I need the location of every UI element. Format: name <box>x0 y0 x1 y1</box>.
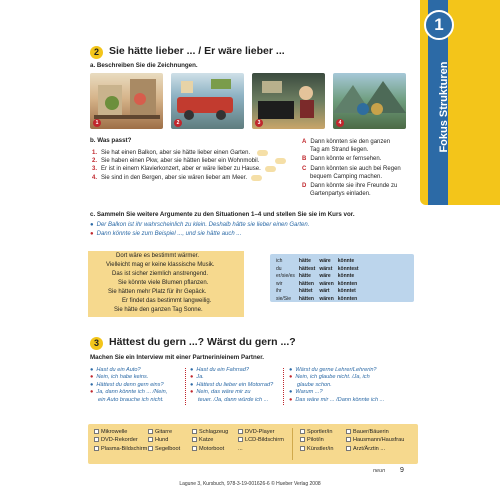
answer-box-3[interactable] <box>265 166 276 172</box>
option-text: Dann könnten sie den ganzen <box>310 139 391 145</box>
vocab-item <box>192 445 228 453</box>
table-cell: könntest <box>337 265 359 272</box>
section-2-number: 2 <box>90 46 103 59</box>
vocab-text: DVD-Rekorder <box>101 437 138 444</box>
dialog-text: Hättest du lieber ein Motorrad? <box>196 381 274 388</box>
sentence-text: Sie haben einen Pkw, aber sie hätten lieber ein Wohnmobil. <box>101 158 260 165</box>
dialog-line <box>289 397 409 404</box>
dialog-divider <box>185 368 186 405</box>
section-2-title: Sie hätte lieber ... / Er wäre lieber ... <box>109 45 285 57</box>
checkbox-icon <box>148 446 153 451</box>
checkbox-icon <box>300 429 305 434</box>
checkbox-icon <box>238 429 243 434</box>
table-row <box>276 266 363 274</box>
c-example-text: Der Balkon ist ihr wahrscheinlich zu klein. Deshalb hätte sie lieber einen Garten. <box>96 222 310 228</box>
vocab-item <box>346 428 404 436</box>
vocab-text: Hausmann/Hausfrau <box>353 437 405 444</box>
dialog-divider <box>283 368 284 405</box>
option-item <box>302 165 422 181</box>
table-row <box>276 281 363 289</box>
vocab-text: LCD-Bildschirm <box>245 437 284 444</box>
option-text: Gartenpartys einladen. <box>310 191 371 198</box>
vocab-divider <box>292 428 293 460</box>
section-3-title: Hättest du gern ...? Wärst du gern ...? <box>109 336 296 348</box>
option-item <box>302 138 422 154</box>
checkbox-icon <box>94 446 99 451</box>
vocab-text: Plasma-Bildschirm <box>101 445 148 452</box>
table-cell: ihr <box>276 288 282 294</box>
note-line: Sie hätten mehr Platz für ihr Gepäck. <box>108 289 207 295</box>
dialog-text: Wärst du gerne Lehrer/Lehrerin? <box>295 367 377 373</box>
dialog-column-3 <box>289 367 409 404</box>
vocab-text: DVD-Player <box>245 429 275 435</box>
dialog-text: Nein, ich habe keins. <box>96 374 149 381</box>
dialog-text: Hast du ein Auto? <box>96 367 141 373</box>
vocab-text: ... <box>238 445 243 452</box>
copyright-footer: Lagune 3, Kursbuch, 978-3-19-001626-6 © Hueber Verlag 2008 <box>179 481 321 487</box>
sentence-item <box>92 165 292 173</box>
answer-box-1[interactable] <box>257 150 268 156</box>
task-c-label: c. Sammeln Sie weitere Argumente zu den Situationen 1–4 und stellen Sie sie im Kurs vor. <box>90 211 355 218</box>
table-cell: wäre <box>319 258 331 264</box>
red-bullet-icon: ● <box>90 231 94 237</box>
vocab-item <box>94 428 147 436</box>
chapter-label: Fokus Strukturen <box>438 61 450 153</box>
sentence-item <box>92 157 292 165</box>
vocab-column <box>94 428 147 453</box>
checkbox-icon <box>148 429 153 434</box>
blue-bullet-icon: ● <box>289 367 293 373</box>
vocab-item <box>300 436 333 444</box>
sentence-number: 1. <box>92 150 98 156</box>
option-letter: C <box>302 165 307 172</box>
checkbox-icon <box>300 446 305 451</box>
table-cell: du <box>276 265 282 272</box>
dialog-line <box>289 389 409 396</box>
vocab-text: Segelboot <box>155 445 181 452</box>
dialog-text: Ja. <box>196 374 204 381</box>
option-letter: A <box>302 139 307 145</box>
vocab-column <box>300 428 333 453</box>
vocab-item <box>238 445 284 453</box>
illustration-label-3: 3 <box>255 119 263 127</box>
checkbox-icon <box>94 437 99 442</box>
vocab-item <box>148 445 180 453</box>
page-number: 9 <box>400 467 404 474</box>
vocab-column <box>192 428 228 453</box>
table-row <box>276 288 363 296</box>
blue-bullet-icon: ● <box>90 381 94 388</box>
note-line: Er findet das bestimmt langweilig. <box>122 298 212 304</box>
vocab-item <box>192 428 228 436</box>
table-cell: er/sie/es <box>276 273 295 279</box>
vocab-item <box>148 436 180 444</box>
dialog-line <box>289 367 409 374</box>
red-bullet-icon: ● <box>289 374 293 381</box>
dialog-text: Das wäre mir ... /Dann könnte ich ... <box>295 396 385 403</box>
illustration-concert <box>252 73 325 129</box>
vocab-column <box>148 428 180 453</box>
vocab-text: Mikrowelle <box>101 429 128 435</box>
illustration-label-4: 4 <box>336 119 344 127</box>
dialog-text: ein Auto brauche ich nicht. <box>98 396 164 403</box>
vocabulary-box <box>88 424 418 464</box>
table-cell: könnte <box>337 258 355 264</box>
note-line: Dort wäre es bestimmt wärmer. <box>116 253 200 259</box>
dialog-line <box>289 374 409 381</box>
sentence-number: 2. <box>92 158 98 165</box>
table-cell: hättest <box>298 265 316 272</box>
red-bullet-icon: ● <box>289 396 293 403</box>
section-3-instruction: Machen Sie ein Interview mit einer Partnerin/einem Partner. <box>90 354 264 361</box>
table-cell: hättet <box>298 288 313 294</box>
vocab-text: Sportler/in <box>307 429 333 435</box>
table-cell: ich <box>276 258 283 264</box>
option-text: Dann könnte sie ihre Freunde zu <box>310 183 398 190</box>
option-text: Dann könnten sie auch bei Regen <box>310 165 401 172</box>
note-line: Das ist sicher ziemlich anstrengend. <box>112 271 209 277</box>
mountains-drawing <box>333 73 406 129</box>
option-list <box>302 138 422 198</box>
red-bullet-icon: ● <box>90 389 94 396</box>
note-line: Sie hätte den ganzen Tag Sonne. <box>114 307 203 313</box>
option-item <box>302 155 422 163</box>
vocab-item <box>94 436 147 444</box>
checkbox-icon <box>192 429 197 434</box>
blue-bullet-icon: ● <box>190 367 194 373</box>
table-cell: wären <box>319 280 334 287</box>
checkbox-icon <box>94 429 99 434</box>
argument-note-box <box>88 251 244 317</box>
blue-bullet-icon: ● <box>190 381 194 388</box>
vocab-text: Motorboot <box>199 445 225 452</box>
vocab-column <box>346 428 404 453</box>
checkbox-icon <box>346 446 351 451</box>
vocab-text: ... <box>380 445 386 452</box>
table-cell: hätten <box>298 295 314 302</box>
checkbox-icon <box>300 437 305 442</box>
concert-drawing <box>252 73 325 129</box>
option-letter: B <box>302 156 307 163</box>
c-example-2 <box>90 231 241 237</box>
checkbox-icon <box>238 437 243 442</box>
table-cell: wärt <box>319 288 330 294</box>
table-cell: könnten <box>337 295 358 302</box>
dialog-text: Nein, ich glaube nicht. /Ja, ich <box>295 374 370 381</box>
checkbox-icon <box>192 437 197 442</box>
table-row <box>276 273 363 281</box>
vocab-text: Schlagzeug <box>199 429 229 435</box>
checkbox-icon <box>192 446 197 451</box>
dialog-text: Ja, dann könnte ich ... /Nein, <box>96 389 168 396</box>
table-cell: hätten <box>298 280 314 287</box>
vocab-item <box>192 436 228 444</box>
task-a-label: a. Beschreiben Sie die Zeichnungen. <box>90 62 198 69</box>
chapter-side-tab <box>420 0 500 205</box>
note-line: Sie könnte viele Blumen pflanzen. <box>118 280 209 286</box>
dialog-text: Hättest du denn gern eins? <box>96 381 164 388</box>
illustration-mountains <box>333 73 406 129</box>
vocab-item <box>346 436 404 444</box>
red-bullet-icon: ● <box>190 389 194 396</box>
table-cell: könnte <box>337 273 355 279</box>
sentence-item <box>92 174 292 182</box>
dialog-line <box>289 382 409 389</box>
note-line: Vielleicht mag er keine klassische Musik. <box>106 262 215 268</box>
sentence-number: 4. <box>92 174 98 181</box>
option-text: Tag am Strand liegen. <box>310 147 369 154</box>
car-drawing <box>171 73 244 129</box>
sentence-text: Er ist in einem Klavierkonzert, aber er wäre lieber zu Hause. <box>101 166 261 173</box>
konjunktiv-grammar-table <box>270 254 414 302</box>
table-cell: hätte <box>298 273 311 279</box>
red-bullet-icon: ● <box>90 374 94 381</box>
checkbox-icon <box>148 437 153 442</box>
vocab-item <box>94 445 147 453</box>
task-b-label: b. Was passt? <box>90 137 132 144</box>
dialog-text: Warum ...? <box>295 389 323 396</box>
vocab-text: Bauer/Bäuerin <box>353 429 389 435</box>
sentence-text: Sie sind in den Bergen, aber sie wären lieber am Meer. <box>101 174 248 181</box>
option-item <box>302 182 422 198</box>
vocab-text: Hund <box>155 437 169 444</box>
vocab-item <box>346 445 404 453</box>
section-3-number: 3 <box>90 337 103 350</box>
option-text: bequem Camping machen. <box>310 173 383 180</box>
illustration-balcony <box>90 73 163 129</box>
blue-bullet-icon: ● <box>90 222 94 228</box>
vocab-text: Pilot/in <box>307 437 324 444</box>
dialog-text: glaube schon. <box>297 381 332 388</box>
table-row <box>276 296 363 304</box>
blue-bullet-icon: ● <box>90 367 94 373</box>
illustration-label-1: 1 <box>93 119 101 127</box>
grammar-table <box>276 258 363 303</box>
table-cell: wäre <box>319 273 331 279</box>
sentence-text: Sie hat einen Balkon, aber sie hätte lieber einen Garten. <box>101 150 251 156</box>
answer-box-4[interactable] <box>251 175 262 181</box>
red-bullet-icon: ● <box>190 374 194 381</box>
dialog-text: teuer. /Ja, dann würde ich ... <box>198 396 269 403</box>
table-cell: wärst <box>319 265 333 272</box>
table-cell: wären <box>319 295 334 302</box>
table-cell: hätte <box>298 258 311 264</box>
checkbox-icon <box>346 429 351 434</box>
option-text: Dann könnte er fernsehen. <box>310 156 382 163</box>
table-cell: wir <box>276 280 283 287</box>
answer-box-2[interactable] <box>275 158 286 164</box>
vocab-text: Katze <box>199 437 214 444</box>
c-example-text: Dann könnte sie zum Beispiel ..., und sie hätte auch ... <box>96 231 242 237</box>
vocab-item <box>300 445 333 453</box>
chapter-number-badge: 1 <box>424 10 454 40</box>
balcony-drawing <box>90 73 163 129</box>
vocab-text: Arzt/Ärztin <box>353 445 379 452</box>
dialog-text: Nein, das wäre mir zu <box>196 389 251 396</box>
vocab-column <box>238 428 284 453</box>
illustration-car <box>171 73 244 129</box>
table-cell: sie/Sie <box>276 295 292 302</box>
table-cell: könnten <box>337 280 358 287</box>
checkbox-icon <box>346 437 351 442</box>
page-number-word: neun <box>373 468 386 474</box>
dialog-text: Hast du ein Fahrrad? <box>196 367 249 373</box>
c-example-1 <box>90 222 309 228</box>
vocab-item <box>238 436 284 444</box>
vocab-item <box>300 428 333 436</box>
illustration-label-2: 2 <box>174 119 182 127</box>
option-letter: D <box>302 183 307 190</box>
vocab-text: Gitarre <box>155 429 173 435</box>
blue-bullet-icon: ● <box>289 389 293 396</box>
vocab-text: Künstler/in <box>307 445 334 452</box>
vocab-item <box>238 428 284 436</box>
table-cell: könntet <box>337 288 356 294</box>
vocab-item <box>148 428 180 436</box>
sentence-number: 3. <box>92 166 98 173</box>
table-row <box>276 258 363 266</box>
